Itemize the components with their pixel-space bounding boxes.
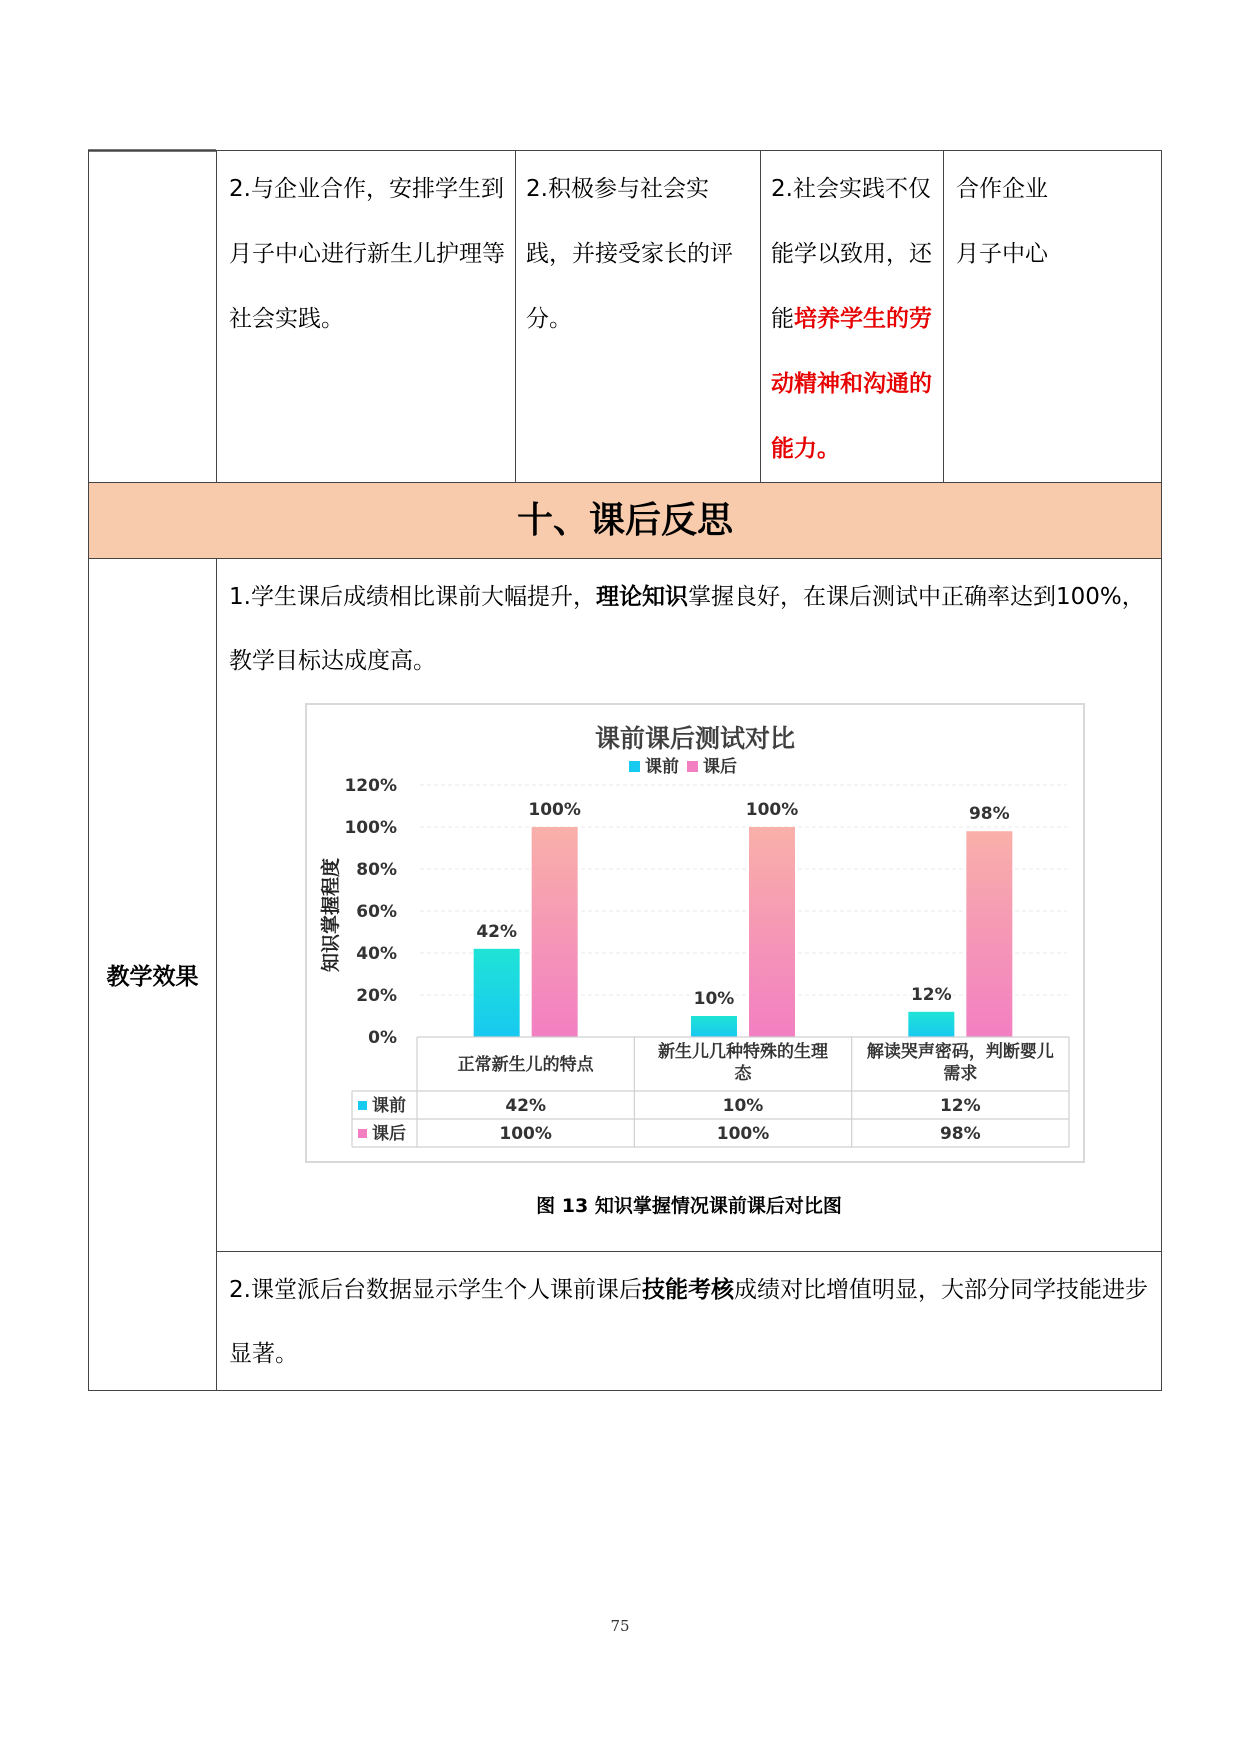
y-axis-label: 知识掌握程度 bbox=[320, 857, 342, 973]
data-label: 98% bbox=[968, 804, 1010, 825]
section-header-row bbox=[89, 483, 1162, 559]
legend-swatch-1 bbox=[687, 761, 698, 772]
data-label: 100% bbox=[745, 800, 799, 820]
category-label: 需求 bbox=[943, 1064, 978, 1084]
table-value: 42% bbox=[505, 1096, 547, 1116]
data-label: 100% bbox=[528, 800, 581, 820]
empty-label-cell bbox=[89, 151, 217, 483]
practice-student-cell bbox=[516, 151, 761, 483]
data-label: 12% bbox=[910, 984, 952, 1005]
effect-item2-bold: 技能考核 bbox=[641, 1277, 734, 1303]
chart-title: 课前课后测试对比 bbox=[594, 724, 796, 753]
bar-after bbox=[966, 831, 1012, 1037]
category-label: 正常新生儿的特点 bbox=[457, 1055, 594, 1075]
category-label: 解读哭声密码，判断婴儿 bbox=[866, 1042, 1054, 1062]
table-value: 12% bbox=[939, 1096, 981, 1116]
y-tick-label: 100% bbox=[344, 818, 397, 838]
legend-label-0: 课前 bbox=[645, 757, 679, 777]
bar-before bbox=[691, 1016, 737, 1037]
effect-row-1 bbox=[89, 559, 1162, 1252]
practice-row bbox=[89, 151, 1162, 483]
practice-purpose-text bbox=[761, 151, 943, 482]
resource-line-2: 月子中心 bbox=[956, 241, 1048, 267]
y-tick-label: 20% bbox=[356, 986, 397, 1006]
comparison-chart bbox=[305, 703, 1085, 1163]
section-title: 十、课后反思 bbox=[89, 483, 1162, 559]
effect-item1-bold: 理论知识 bbox=[595, 584, 688, 610]
effect-item1-b: 掌握良好，在课后测试中正确率达到100%，教学目标达成度高。 bbox=[229, 584, 1145, 674]
y-tick-label: 0% bbox=[368, 1028, 397, 1048]
effect-item2-cell bbox=[217, 1252, 1162, 1391]
effect-item1-text bbox=[217, 559, 1161, 693]
table-value: 10% bbox=[722, 1096, 764, 1116]
category-label: 新生儿几种特殊的生理 bbox=[658, 1042, 828, 1062]
y-tick-label: 120% bbox=[344, 776, 397, 796]
practice-student-text: 2.积极参与社会实践，并接受家长的评分。 bbox=[526, 176, 733, 332]
effect-item1-cell bbox=[217, 559, 1162, 1252]
practice-content-text: 2.与企业合作，安排学生到月子中心进行新生儿护理等社会实践。 bbox=[229, 176, 505, 332]
effect-item2-b: 成绩对比增值明显，大部分同学技能进步显著。 bbox=[229, 1277, 1148, 1367]
practice-purpose-prefix: 2.社会实践不仅能学以致用，还能 bbox=[771, 176, 932, 332]
table-series-name: 课后 bbox=[372, 1124, 406, 1144]
practice-resource-cell bbox=[944, 151, 1162, 483]
page-number: 75 bbox=[610, 1617, 630, 1635]
bar-before bbox=[908, 1012, 954, 1037]
category-label: 态 bbox=[734, 1064, 752, 1084]
bar-after bbox=[532, 827, 578, 1037]
data-label: 10% bbox=[693, 989, 735, 1009]
table-value: 98% bbox=[939, 1124, 981, 1144]
figure-caption: 图 13 知识掌握情况课前课后对比图 bbox=[536, 1195, 842, 1217]
practice-resource-text bbox=[944, 151, 1161, 287]
table-value: 100% bbox=[499, 1124, 552, 1144]
lesson-plan-table bbox=[88, 150, 1162, 1391]
legend-swatch-0 bbox=[629, 761, 640, 772]
effect-item2-a: 2.课堂派后台数据显示学生个人课前课后 bbox=[229, 1277, 642, 1303]
practice-purpose-cell bbox=[761, 151, 944, 483]
table-value: 100% bbox=[716, 1124, 770, 1144]
table-series-name: 课前 bbox=[372, 1096, 406, 1116]
practice-purpose-highlight: 培养学生的劳动精神和沟通的能力。 bbox=[771, 306, 932, 462]
effect-label: 教学效果 bbox=[89, 559, 217, 1391]
practice-content-cell bbox=[217, 151, 516, 483]
effect-item2-text bbox=[217, 1252, 1161, 1390]
table-legend-swatch bbox=[358, 1129, 367, 1138]
y-tick-label: 80% bbox=[356, 860, 397, 880]
y-tick-label: 40% bbox=[356, 944, 397, 964]
bar-after bbox=[749, 827, 795, 1037]
comparison-chart-svg bbox=[307, 705, 1083, 1161]
legend-label-1: 课后 bbox=[703, 757, 737, 777]
bar-before bbox=[474, 949, 520, 1037]
y-tick-label: 60% bbox=[356, 902, 397, 922]
table-legend-swatch bbox=[358, 1101, 367, 1110]
data-label: 42% bbox=[476, 921, 518, 942]
effect-row-2 bbox=[89, 1252, 1162, 1391]
resource-line-1: 合作企业 bbox=[956, 176, 1048, 202]
effect-item1-a: 1.学生课后成绩相比课前大幅提升， bbox=[229, 584, 596, 610]
